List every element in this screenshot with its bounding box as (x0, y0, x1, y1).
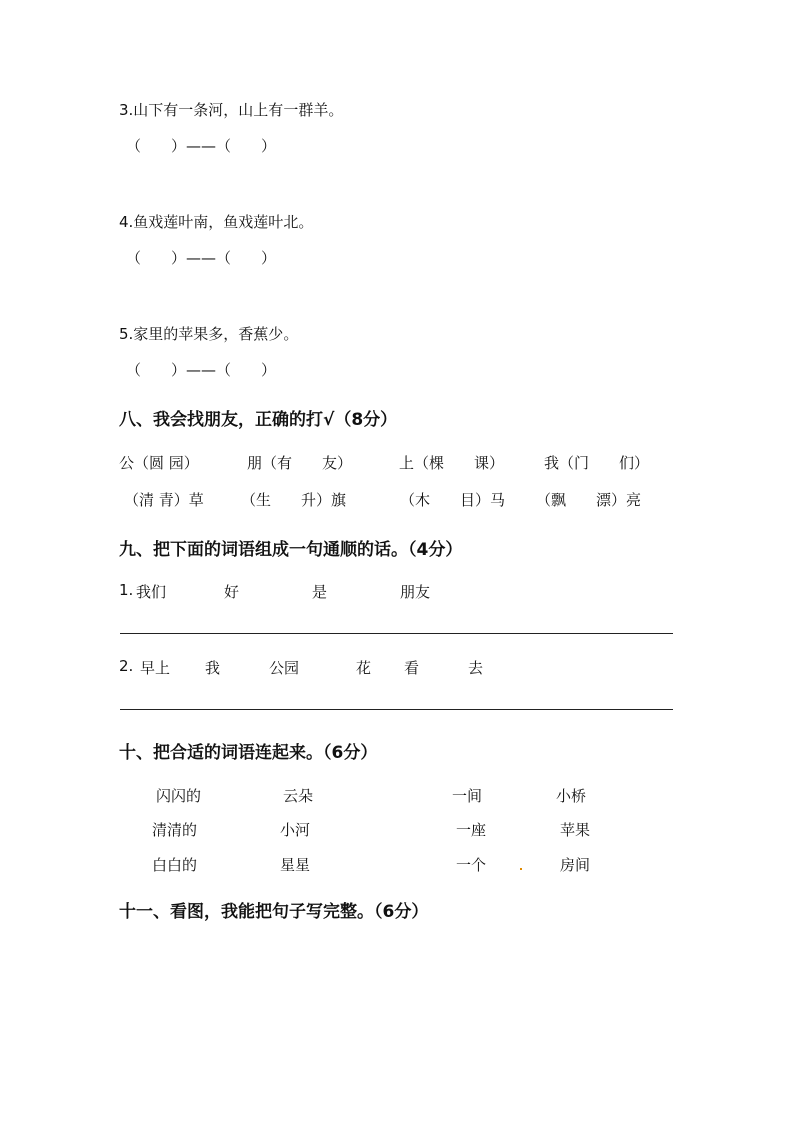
word-tile: 公园 (269, 659, 300, 677)
match-word-left[interactable]: 闪闪的 (156, 787, 202, 805)
question-4-sentence: 4.鱼戏莲叶南，鱼戏莲叶北。 (119, 213, 314, 231)
match-word-left[interactable]: 云朵 (283, 787, 314, 805)
word-choice-item: 上（棵 课） (399, 454, 505, 472)
match-word-right[interactable]: 一个 (456, 856, 487, 874)
match-word-right[interactable]: 苹果 (560, 821, 591, 839)
match-word-left[interactable]: 小河 (280, 821, 311, 839)
question-3-sentence: 3.山下有一条河，山上有一群羊。 (119, 101, 344, 119)
answer-line-2[interactable] (120, 709, 673, 710)
word-tile: 看 (404, 659, 420, 677)
section-8-title: 八、我会找朋友，正确的打√（8分） (119, 410, 398, 430)
match-word-right[interactable]: 房间 (560, 856, 591, 874)
question-5-answer-pattern: （ ）——（ ） (126, 361, 277, 379)
question-9-2-number: 2. (119, 657, 134, 675)
word-tile: 花 (356, 659, 372, 677)
word-tile: 我 (205, 659, 221, 677)
word-tile: 去 (468, 659, 484, 677)
word-choice-item: （生 升）旗 (241, 491, 347, 509)
match-word-right[interactable]: 一间 (452, 787, 483, 805)
word-tile: 好 (224, 583, 240, 601)
word-tile: 是 (312, 583, 328, 601)
word-choice-item: （飘 漂）亮 (536, 491, 642, 509)
match-word-left[interactable]: 白白的 (152, 856, 198, 874)
question-3-answer-pattern: （ ）——（ ） (126, 137, 277, 155)
section-11-title: 十一、看图，我能把句子写完整。（6分） (119, 902, 429, 922)
word-choice-item: （清 青）草 (124, 491, 204, 509)
word-tile: 朋友 (400, 583, 431, 601)
section-10-title: 十、把合适的词语连起来。（6分） (119, 743, 378, 763)
match-word-left[interactable]: 清清的 (152, 821, 198, 839)
match-word-right[interactable]: 一座 (456, 821, 487, 839)
match-word-right[interactable]: 小桥 (556, 787, 587, 805)
answer-line-1[interactable] (120, 633, 673, 634)
word-choice-item: 朋（有 友） (247, 454, 353, 472)
word-choice-item: 我（门 们） (544, 454, 650, 472)
question-5-sentence: 5.家里的苹果多，香蕉少。 (119, 325, 299, 343)
question-4-answer-pattern: （ ）——（ ） (126, 249, 277, 267)
question-9-1-number: 1. (119, 581, 134, 599)
stray-dot (520, 868, 522, 870)
match-word-left[interactable]: 星星 (280, 856, 311, 874)
word-choice-item: （木 目）马 (400, 491, 506, 509)
word-choice-item: 公（圆 园） (119, 454, 199, 472)
word-tile: 早上 (140, 659, 171, 677)
word-tile: 我们 (136, 583, 167, 601)
section-9-title: 九、把下面的词语组成一句通顺的话。（4分） (119, 540, 463, 560)
